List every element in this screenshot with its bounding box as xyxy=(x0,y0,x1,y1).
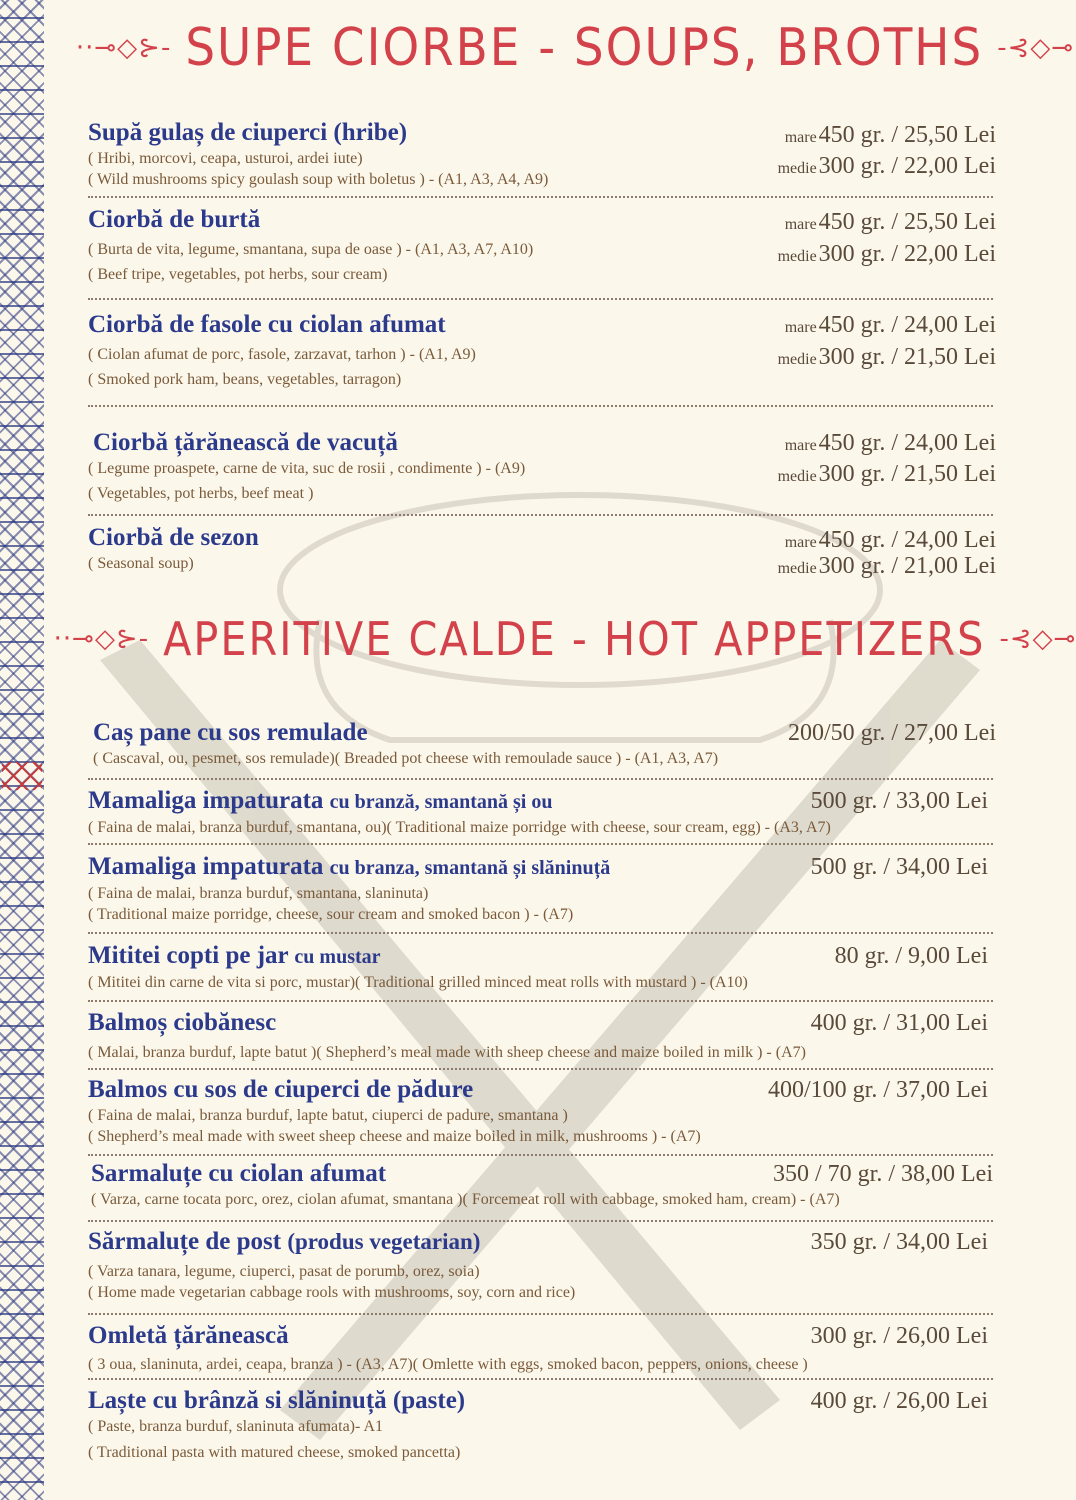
item-price-medium: medie300 gr. / 22,00 Lei xyxy=(777,241,996,267)
ornament-right-icon: -⊰◇⊸ xyxy=(999,624,1076,654)
item-name: Supă gulaș de ciuperci (hribe) xyxy=(88,119,408,146)
item-desc: ( Paste, branza burduf, slaninuta afumata)- A1 xyxy=(88,1418,384,1435)
divider xyxy=(88,843,993,845)
menu-item xyxy=(88,205,998,285)
item-name: Balmos cu sos de ciuperci de pădure xyxy=(88,1076,474,1103)
item-price: 350 gr. / 34,00 Lei xyxy=(810,1229,988,1255)
folk-pattern-border xyxy=(0,0,44,1500)
menu-item xyxy=(88,786,998,838)
item-desc-en: ( Vegetables, pot herbs, beef meat ) xyxy=(88,485,314,502)
item-price-medium: medie300 gr. / 21,00 Lei xyxy=(777,553,996,579)
item-desc-en: ( Shepherd’s meal made with sweet sheep cheese and maize boiled in milk, mushrooms ) - (A7) xyxy=(88,1128,701,1145)
item-price: 350 / 70 gr. / 38,00 Lei xyxy=(773,1161,993,1187)
menu-item xyxy=(88,1321,998,1375)
item-price-medium: medie300 gr. / 21,50 Lei xyxy=(777,461,996,487)
divider xyxy=(88,1068,993,1070)
item-desc: ( Mititei din carne de vita si porc, mustar)( Traditional grilled minced meat rolls with mustard ) - (A10) xyxy=(88,974,748,991)
item-price: 500 gr. / 34,00 Lei xyxy=(810,854,988,880)
menu-item xyxy=(88,428,998,504)
item-price: 400 gr. / 31,00 Lei xyxy=(810,1010,988,1036)
item-name: Ciorbă de sezon xyxy=(88,524,259,551)
ornament-left-icon: ··⊸◇⊱- xyxy=(75,33,172,63)
menu-item xyxy=(88,310,998,390)
menu-item xyxy=(88,1227,998,1303)
item-desc: ( 3 oua, slaninuta, ardei, ceapa, branza ) - (A3, A7)( Omlette with eggs, smoked bacon, peppers, onions, cheese ) xyxy=(88,1356,808,1373)
item-desc: ( Legume proaspete, carne de vita, suc de rosii , condimente ) - (A9) xyxy=(88,460,526,477)
appetizers-title-text: APERITIVE CALDE - HOT APPETIZERS xyxy=(163,612,986,666)
item-price: 80 gr. / 9,00 Lei xyxy=(834,943,988,969)
item-name: Laște cu brânză si slăninuță (paste) xyxy=(88,1387,466,1414)
item-price-medium: medie300 gr. / 21,50 Lei xyxy=(777,344,996,370)
divider xyxy=(88,514,993,516)
ornament-left-icon: ··⊸◇⊱- xyxy=(53,624,150,654)
item-desc: ( Faina de malai, branza burduf, smantana, slaninuta) xyxy=(88,885,429,902)
divider xyxy=(88,1378,993,1380)
item-desc-en: ( Smoked pork ham, beans, vegetables, tarragon) xyxy=(88,371,402,388)
menu-item xyxy=(88,1075,998,1147)
item-price-large: mare450 gr. / 24,00 Lei xyxy=(784,430,996,456)
divider xyxy=(88,1154,993,1156)
item-name: Balmoș ciobănesc xyxy=(88,1009,277,1036)
item-price-large: mare450 gr. / 24,00 Lei xyxy=(784,527,996,553)
menu-item xyxy=(88,852,998,925)
item-price-large: mare450 gr. / 25,50 Lei xyxy=(784,209,996,235)
item-desc: ( Faina de malai, branza burduf, smantana, ou)( Traditional maize porridge with cheese, sour cream, egg) - (A3, A7) xyxy=(88,819,831,836)
item-desc: ( Cascaval, ou, pesmet, sos remulade)( Breaded pot cheese with remoulade sauce ) - (A1, A3, A7) xyxy=(93,750,719,767)
item-price-large: mare450 gr. / 25,50 Lei xyxy=(784,122,996,148)
menu-item xyxy=(88,1159,998,1210)
item-desc: ( Burta de vita, legume, smantana, supa de oase ) - (A1, A3, A7, A10) xyxy=(88,241,534,258)
item-desc-en: ( Home made vegetarian cabbage rools with mushrooms, soy, corn and rice) xyxy=(88,1284,576,1301)
item-name: Sarmaluțe cu ciolan afumat xyxy=(91,1160,387,1187)
divider xyxy=(88,932,993,934)
divider xyxy=(88,196,993,198)
item-desc-en: ( Beef tripe, vegetables, pot herbs, sour cream) xyxy=(88,266,388,283)
item-name: Mititei copti pe jar cu mustar xyxy=(88,942,381,969)
item-desc: ( Hribi, morcovi, ceapa, usturoi, ardei iute) xyxy=(88,150,363,167)
item-price: 500 gr. / 33,00 Lei xyxy=(810,788,988,814)
item-desc: ( Seasonal soup) xyxy=(88,555,194,572)
divider xyxy=(88,1000,993,1002)
item-name: Omletă țărănească xyxy=(88,1322,289,1349)
ornament-right-icon: -⊰◇⊸ xyxy=(997,33,1075,63)
menu-item xyxy=(88,523,998,579)
item-name: Ciorbă țărănească de vacuță xyxy=(93,429,398,456)
item-desc: ( Faina de malai, branza burduf, lapte batut, ciuperci de padure, smantana ) xyxy=(88,1107,568,1124)
item-name: Ciorbă de burtă xyxy=(88,206,261,233)
item-price: 300 gr. / 26,00 Lei xyxy=(810,1323,988,1349)
item-price: 400/100 gr. / 37,00 Lei xyxy=(768,1077,988,1103)
item-price: 200/50 gr. / 27,00 Lei xyxy=(788,720,996,746)
item-name: Caș pane cu sos remulade xyxy=(93,719,368,746)
item-name: Sărmaluțe de post (produs vegetarian) xyxy=(88,1228,481,1255)
item-desc: ( Varza, carne tocata porc, orez, ciolan afumat, smantana )( Forcemeat roll with cabbage, smoked ham, cream) - (A7) xyxy=(91,1191,840,1208)
item-name: Mamaliga impaturata cu branza, smantană și slăninuță xyxy=(88,853,611,880)
item-name: Mamaliga impaturata cu branză, smantană și ou xyxy=(88,787,553,814)
menu-item xyxy=(88,718,998,769)
divider xyxy=(88,298,993,300)
folk-pattern-accent xyxy=(2,762,42,790)
menu-item xyxy=(88,118,998,190)
item-desc: ( Ciolan afumat de porc, fasole, zarzavat, tarhon ) - (A1, A9) xyxy=(88,346,476,363)
item-price-medium: medie300 gr. / 22,00 Lei xyxy=(777,153,996,179)
soups-title-text: SUPE CIORBE - SOUPS, BROTHS xyxy=(185,18,984,78)
item-desc-en: ( Traditional maize porridge, cheese, sour cream and smoked bacon ) - (A7) xyxy=(88,906,574,923)
divider xyxy=(88,405,993,407)
divider xyxy=(88,1220,993,1222)
item-desc-en: ( Traditional pasta with matured cheese, smoked pancetta) xyxy=(88,1444,461,1461)
item-name: Ciorbă de fasole cu ciolan afumat xyxy=(88,311,446,338)
divider xyxy=(88,778,993,780)
appetizers-section-title xyxy=(53,612,1076,666)
soups-section-title xyxy=(75,18,1075,78)
item-desc: ( Varza tanara, legume, ciuperci, pasat de porumb, orez, soia) xyxy=(88,1263,480,1280)
menu-item xyxy=(88,1386,998,1463)
menu-item xyxy=(88,941,998,993)
item-price: 400 gr. / 26,00 Lei xyxy=(810,1388,988,1414)
item-desc-en: ( Wild mushrooms spicy goulash soup with boletus ) - (A1, A3, A4, A9) xyxy=(88,171,549,188)
divider xyxy=(88,1313,993,1315)
item-price-large: mare450 gr. / 24,00 Lei xyxy=(784,312,996,338)
menu-item xyxy=(88,1008,998,1063)
item-desc: ( Malai, branza burduf, lapte batut )( Shepherd’s meal made with sheep cheese and maize boiled in milk ) - (A7) xyxy=(88,1044,806,1061)
